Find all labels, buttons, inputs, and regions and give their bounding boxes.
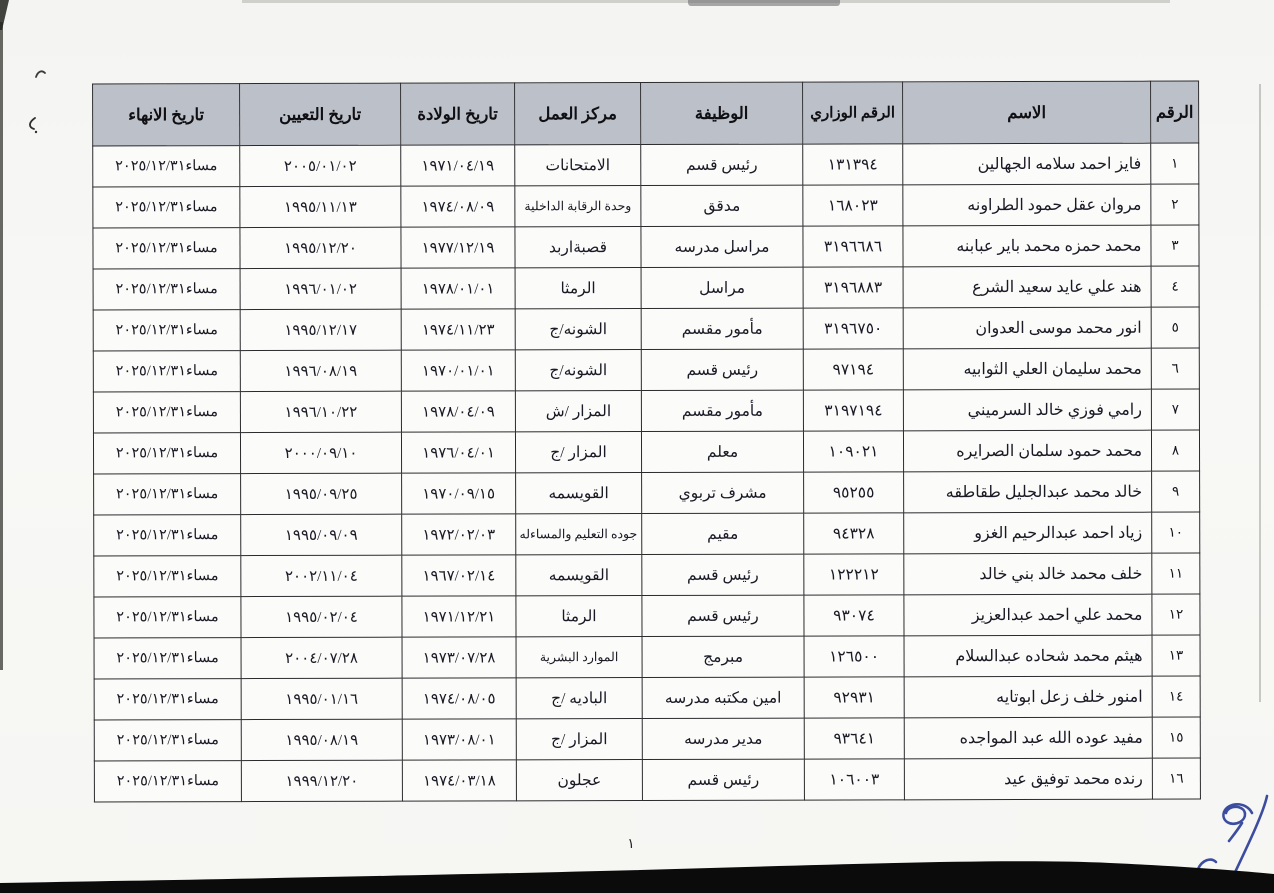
cell-ministry_no: ٩٣٦٤١ [804, 718, 904, 759]
cell-num: ١٣ [1152, 635, 1200, 676]
cell-name: محمد علي احمد عبدالعزيز [904, 594, 1152, 636]
cell-hire_date: ١٩٩٥/٠٩/٠٩ [241, 514, 402, 555]
cell-end_date: مساء٢٠٢٥/١٢/٣١ [93, 228, 240, 269]
cell-end_date: مساء٢٠٢٥/١٢/٣١ [93, 310, 240, 351]
cell-job: رئيس قسم [642, 759, 804, 800]
cell-hire_date: ٢٠٠٠/٠٩/١٠ [240, 432, 401, 473]
cell-birth_date: ١٩٧٠/٠٩/١٥ [402, 473, 516, 514]
cell-job: رئيس قسم [642, 554, 804, 595]
cell-hire_date: ١٩٩٦/٠٨/١٩ [240, 350, 401, 391]
cell-center: المزار /ش [515, 391, 641, 432]
cell-ministry_no: ٩٢٩٣١ [804, 677, 904, 718]
cell-job: مبرمج [642, 636, 804, 677]
cell-end_date: مساء٢٠٢٥/١٢/٣١ [93, 269, 240, 310]
col-header-name: الاسم [903, 81, 1151, 144]
cell-job: مدقق [641, 185, 803, 226]
cell-name: خالد محمد عبدالجليل طقاطقه [904, 471, 1152, 513]
cell-name: هند علي عايد سعيد الشرع [903, 266, 1151, 308]
cell-center: القويسمه [516, 555, 642, 596]
cell-job: مراسل [641, 267, 803, 308]
paper-right-edge [1259, 84, 1261, 702]
cell-center: المزار /ج [515, 432, 641, 473]
cell-hire_date: ١٩٩٥/٠٢/٠٤ [241, 596, 402, 637]
cell-end_date: مساء٢٠٢٥/١٢/٣١ [93, 351, 240, 392]
cell-name: فايز احمد سلامه الجهالين [903, 143, 1151, 185]
cell-name: محمد حمود سلمان الصرايره [903, 430, 1151, 472]
cell-num: ٩ [1152, 471, 1200, 512]
cell-name: مروان عقل حمود الطراونه [903, 184, 1151, 226]
col-header-hire-date: تاريخ التعيين [240, 83, 401, 145]
cell-ministry_no: ٩٤٣٢٨ [804, 513, 904, 554]
cell-job: مراسل مدرسه [641, 226, 803, 267]
table-row [94, 717, 1200, 761]
cell-end_date: مساء٢٠٢٥/١٢/٣١ [93, 146, 240, 187]
cell-center: عجلون [516, 760, 642, 801]
cell-center: القويسمه [516, 473, 642, 514]
cell-birth_date: ١٩٧٨/٠٤/٠٩ [401, 391, 515, 432]
cell-center: الموارد البشرية [516, 637, 642, 678]
cell-ministry_no: ٩٧١٩٤ [803, 349, 903, 390]
cell-end_date: مساء٢٠٢٥/١٢/٣١ [93, 433, 240, 474]
table-row [93, 143, 1199, 187]
col-header-ministry-no: الرقم الوزاري [803, 82, 903, 144]
scan-top-smudge [688, 0, 840, 6]
cell-hire_date: ١٩٩٥/١٢/١٧ [240, 309, 401, 350]
cell-end_date: مساء٢٠٢٥/١٢/٣١ [94, 474, 241, 515]
table-row [94, 676, 1200, 720]
cell-ministry_no: ٣١٩٦٧٥٠ [803, 308, 903, 349]
cell-ministry_no: ٣١٩٧١٩٤ [803, 390, 903, 431]
cell-num: ٢ [1151, 184, 1199, 225]
col-header-end-date: تاريخ الانهاء [93, 84, 240, 146]
cell-hire_date: ١٩٩٦/٠١/٠٢ [240, 268, 401, 309]
cell-name: رامي فوزي خالد السرميني [903, 389, 1151, 431]
cell-name: زياد احمد عبدالرحيم الغزو [904, 512, 1152, 554]
cell-num: ١٤ [1152, 676, 1200, 717]
cell-end_date: مساء٢٠٢٥/١٢/٣١ [93, 392, 240, 433]
table-row [94, 471, 1200, 515]
cell-center: وحدة الرقابة الداخلية [515, 186, 641, 227]
table-row [94, 635, 1200, 679]
cell-hire_date: ١٩٩٥/١١/١٣ [240, 186, 401, 227]
table-row [93, 389, 1199, 433]
cell-num: ١١ [1152, 553, 1200, 594]
cell-ministry_no: ٩٥٢٥٥ [804, 472, 904, 513]
cell-birth_date: ١٩٧٤/٠٣/١٨ [402, 760, 516, 801]
cell-ministry_no: ١٣١٣٩٤ [803, 144, 903, 185]
page-number: ١ [627, 837, 635, 852]
cell-center: جوده التعليم والمساءله [516, 514, 642, 555]
cell-end_date: مساء٢٠٢٥/١٢/٣١ [94, 679, 241, 720]
col-header-number: الرقم [1151, 81, 1199, 143]
cell-hire_date: ١٩٩٦/١٠/٢٢ [240, 391, 401, 432]
header-row [93, 81, 1199, 146]
cell-center: الامتحانات [515, 145, 641, 186]
table-row [93, 307, 1199, 351]
cell-num: ١٠ [1152, 512, 1200, 553]
pen-mark-icon [34, 68, 48, 80]
cell-birth_date: ١٩٧٠/٠١/٠١ [401, 350, 515, 391]
cell-ministry_no: ١٢٢٢١٢ [804, 554, 904, 595]
table-row [93, 348, 1199, 392]
cell-center: الشونه/ج [515, 309, 641, 350]
cell-center: الباديه /ج [516, 678, 642, 719]
cell-ministry_no: ٩٣٠٧٤ [804, 595, 904, 636]
cell-birth_date: ١٩٧١/٠٤/١٩ [401, 145, 515, 186]
cell-job: رئيس قسم [641, 144, 803, 185]
table-row [94, 553, 1200, 597]
pen-mark-icon [24, 116, 40, 136]
employee-roster-table [92, 81, 1201, 803]
cell-center: قصبةاربد [515, 227, 641, 268]
cell-end_date: مساء٢٠٢٥/١٢/٣١ [94, 761, 241, 802]
col-header-work-center: مركز العمل [515, 83, 641, 145]
cell-job: رئيس قسم [641, 349, 803, 390]
cell-hire_date: ١٩٩٥/٠١/١٦ [241, 678, 402, 719]
cell-birth_date: ١٩٦٧/٠٢/١٤ [402, 555, 516, 596]
cell-name: انور محمد موسى العدوان [903, 307, 1151, 349]
cell-num: ٤ [1151, 266, 1199, 307]
cell-num: ١٥ [1152, 717, 1200, 758]
cell-hire_date: ١٩٩٩/١٢/٢٠ [241, 760, 402, 801]
cell-job: معلم [641, 431, 803, 472]
cell-name: محمد حمزه محمد باير عبابنه [903, 225, 1151, 267]
table-row [93, 225, 1199, 269]
cell-job: مأمور مقسم [641, 390, 803, 431]
col-header-birth-date: تاريخ الولادة [401, 83, 515, 145]
cell-center: الرمثا [516, 596, 642, 637]
cell-job: مقيم [642, 513, 804, 554]
scan-bottom-shadow [0, 853, 1274, 893]
cell-birth_date: ١٩٧٣/٠٧/٢٨ [402, 637, 516, 678]
cell-ministry_no: ١٢٦٥٠٠ [804, 636, 904, 677]
cell-ministry_no: ٣١٩٦٨٨٣ [803, 267, 903, 308]
cell-birth_date: ١٩٧٤/٠٨/٠٥ [402, 678, 516, 719]
cell-birth_date: ١٩٧٤/٠٨/٠٩ [401, 186, 515, 227]
table-row [93, 266, 1199, 310]
cell-num: ١ [1151, 143, 1199, 184]
cell-hire_date: ١٩٩٥/٠٩/٢٥ [241, 473, 402, 514]
cell-num: ١٦ [1152, 758, 1200, 799]
scan-corner-sliver [0, 0, 12, 30]
cell-ministry_no: ١٠٦٠٠٣ [804, 759, 904, 800]
cell-hire_date: ٢٠٠٥/٠١/٠٢ [240, 145, 401, 186]
cell-name: هيثم محمد شحاده عبدالسلام [904, 635, 1152, 677]
cell-num: ٧ [1151, 389, 1199, 430]
cell-ministry_no: ٣١٩٦٦٨٦ [803, 226, 903, 267]
cell-num: ٦ [1151, 348, 1199, 389]
col-header-job: الوظيفة [641, 82, 803, 144]
cell-center: الرمثا [515, 268, 641, 309]
cell-birth_date: ١٩٧٧/١٢/١٩ [401, 227, 515, 268]
cell-birth_date: ١٩٧٤/١١/٢٣ [401, 309, 515, 350]
cell-name: امنور خلف زعل ابوتايه [904, 676, 1152, 718]
cell-ministry_no: ١٦٨٠٢٣ [803, 185, 903, 226]
cell-end_date: مساء٢٠٢٥/١٢/٣١ [94, 638, 241, 679]
cell-name: خلف محمد خالد بني خالد [904, 553, 1152, 595]
cell-job: امين مكتبه مدرسه [642, 677, 804, 718]
cell-num: ١٢ [1152, 594, 1200, 635]
cell-name: محمد سليمان العلي الثوابيه [903, 348, 1151, 390]
cell-end_date: مساء٢٠٢٥/١٢/٣١ [93, 187, 240, 228]
cell-center: المزار /ج [516, 719, 642, 760]
cell-birth_date: ١٩٧٦/٠٤/٠١ [401, 432, 515, 473]
cell-job: رئيس قسم [642, 595, 804, 636]
table-row [94, 512, 1200, 556]
cell-job: مدير مدرسه [642, 718, 804, 759]
table-row [94, 594, 1200, 638]
cell-hire_date: ١٩٩٥/٠٨/١٩ [241, 719, 402, 760]
cell-num: ٨ [1151, 430, 1199, 471]
cell-birth_date: ١٩٧٣/٠٨/٠١ [402, 719, 516, 760]
table-row [93, 430, 1199, 474]
cell-birth_date: ١٩٧١/١٢/٢١ [402, 596, 516, 637]
cell-hire_date: ٢٠٠٤/٠٧/٢٨ [241, 637, 402, 678]
cell-hire_date: ٢٠٠٢/١١/٠٤ [241, 555, 402, 596]
cell-name: رنده محمد توفيق عيد [904, 758, 1152, 800]
table-row [93, 184, 1199, 228]
cell-num: ٥ [1151, 307, 1199, 348]
cell-job: مشرف تربوي [642, 472, 804, 513]
cell-job: مأمور مقسم [641, 308, 803, 349]
cell-end_date: مساء٢٠٢٥/١٢/٣١ [94, 720, 241, 761]
cell-ministry_no: ١٠٩٠٢١ [803, 431, 903, 472]
cell-end_date: مساء٢٠٢٥/١٢/٣١ [94, 515, 241, 556]
cell-end_date: مساء٢٠٢٥/١٢/٣١ [94, 556, 241, 597]
cell-birth_date: ١٩٧٨/٠١/٠١ [401, 268, 515, 309]
table-body [93, 143, 1201, 802]
cell-birth_date: ١٩٧٢/٠٢/٠٣ [402, 514, 516, 555]
cell-center: الشونه/ج [515, 350, 641, 391]
cell-name: مفيد عوده الله عبد المواجده [904, 717, 1152, 759]
cell-num: ٣ [1151, 225, 1199, 266]
cell-end_date: مساء٢٠٢٥/١٢/٣١ [94, 597, 241, 638]
scan-left-edge-shadow [0, 22, 3, 670]
cell-hire_date: ١٩٩٥/١٢/٢٠ [240, 227, 401, 268]
table-row [94, 758, 1200, 802]
